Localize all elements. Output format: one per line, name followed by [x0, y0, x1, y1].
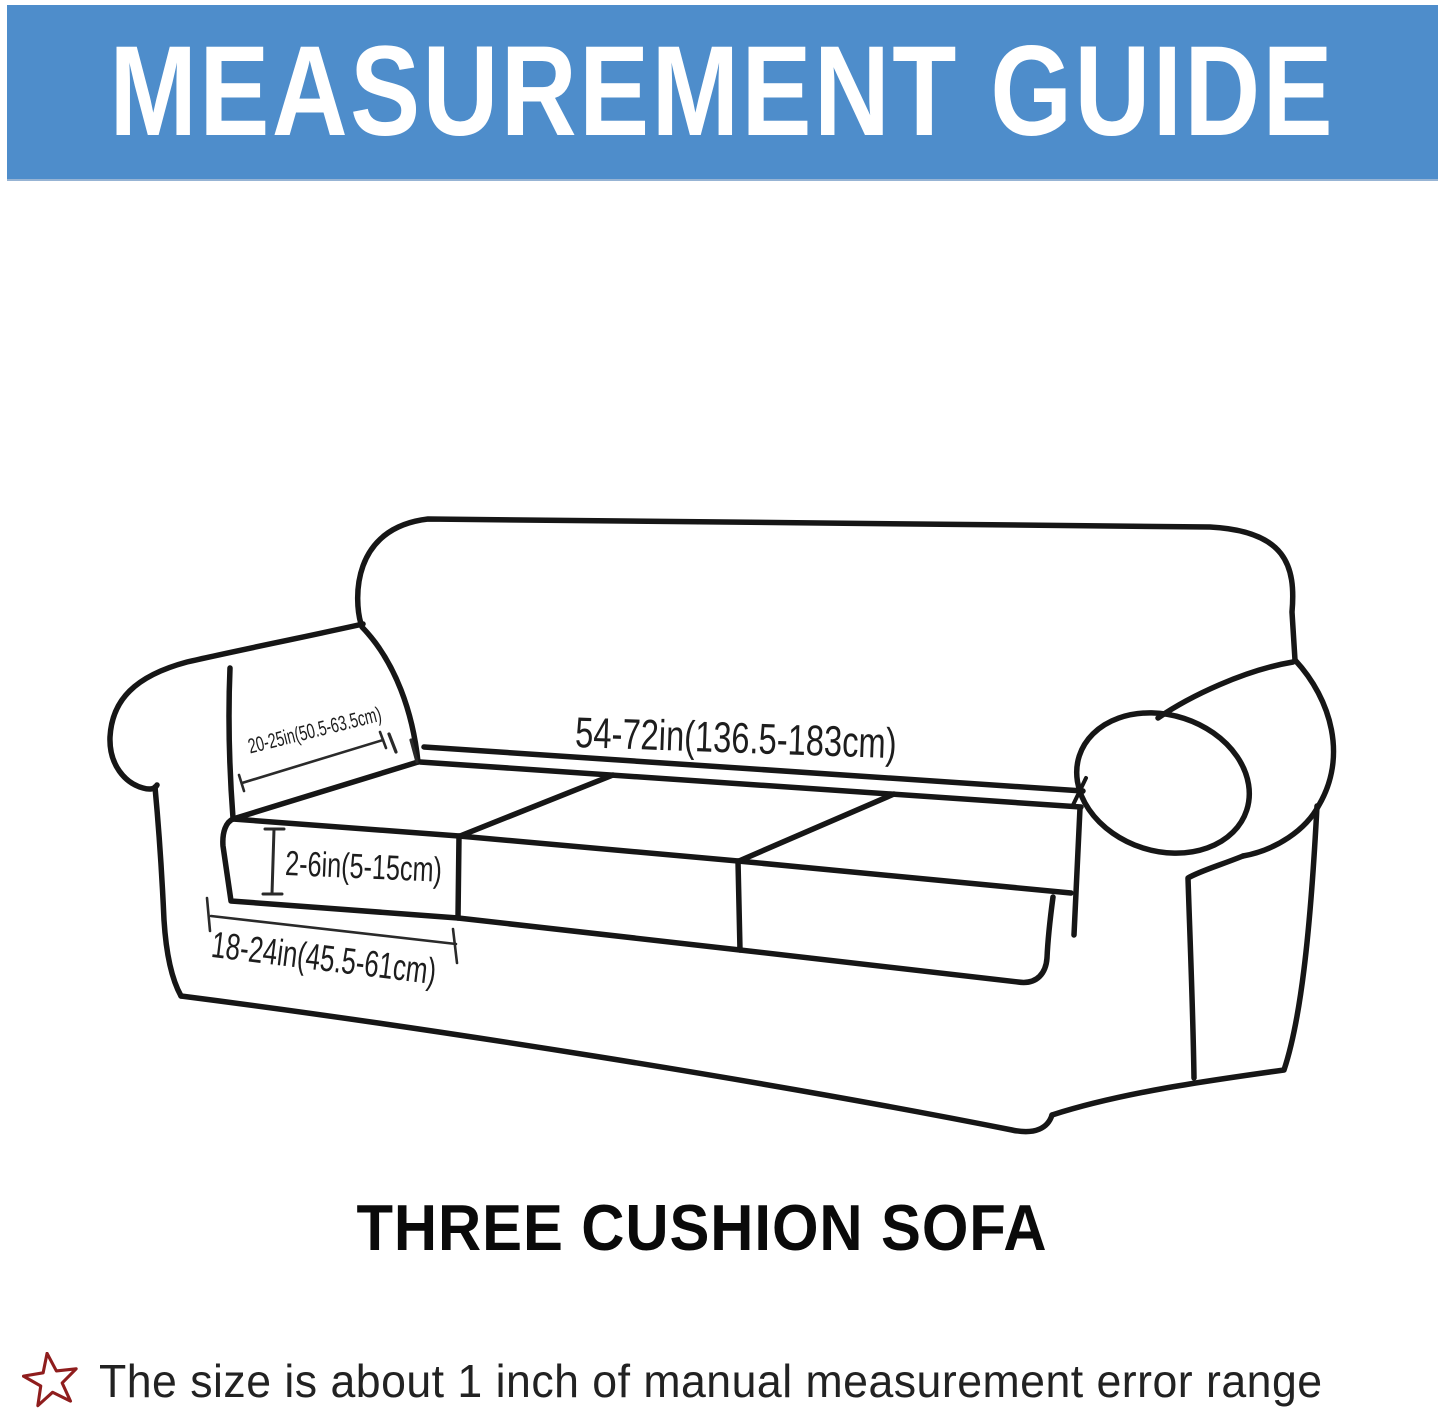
sofa-right-arm-outer	[1243, 660, 1334, 856]
sofa-left-arm-inner-edge	[362, 627, 418, 762]
sofa-seat-right-edge	[1074, 808, 1080, 935]
sofa-seat-left-edge	[233, 762, 418, 819]
diagram-caption: THREE CUSHION SOFA	[356, 1191, 1048, 1264]
sofa-right-arm-front-edge	[1188, 856, 1243, 1078]
sofa-left-arm-front-edge	[155, 787, 181, 996]
label-inner-width: 54-72in(136.5-183cm)	[574, 709, 898, 769]
sofa-left-arm-roll-inner-edge	[229, 668, 233, 818]
measure-line-cushion-thickness	[263, 829, 284, 894]
sofa-right-arm-roll	[1058, 691, 1267, 875]
footnote-text: The size is about 1 inch of manual measurement error range	[99, 1355, 1323, 1407]
sofa-cushion2-front	[458, 861, 740, 950]
page-title: MEASUREMENT GUIDE	[109, 20, 1336, 163]
sofa-cushion3-front	[740, 897, 1053, 982]
sofa-cushion-divider-1	[460, 775, 613, 836]
label-cushion-thickness: 2-6in(5-15cm)	[284, 844, 443, 890]
sofa-cushion-divider-2	[739, 794, 894, 861]
sofa-right-arm-inner-edge	[1158, 662, 1293, 718]
sofa-left-arm-roll	[110, 624, 363, 789]
footnote	[0, 1340, 1445, 1414]
sofa-backrest	[358, 519, 1295, 660]
label-cushion-depth: 18-24in(45.5-61cm)	[209, 924, 439, 993]
star-outline-icon	[22, 1352, 80, 1410]
label-arm-depth: 20-25in(50.5-63.5cm)	[245, 702, 384, 759]
sofa-base-bottom-edge	[181, 996, 1052, 1132]
